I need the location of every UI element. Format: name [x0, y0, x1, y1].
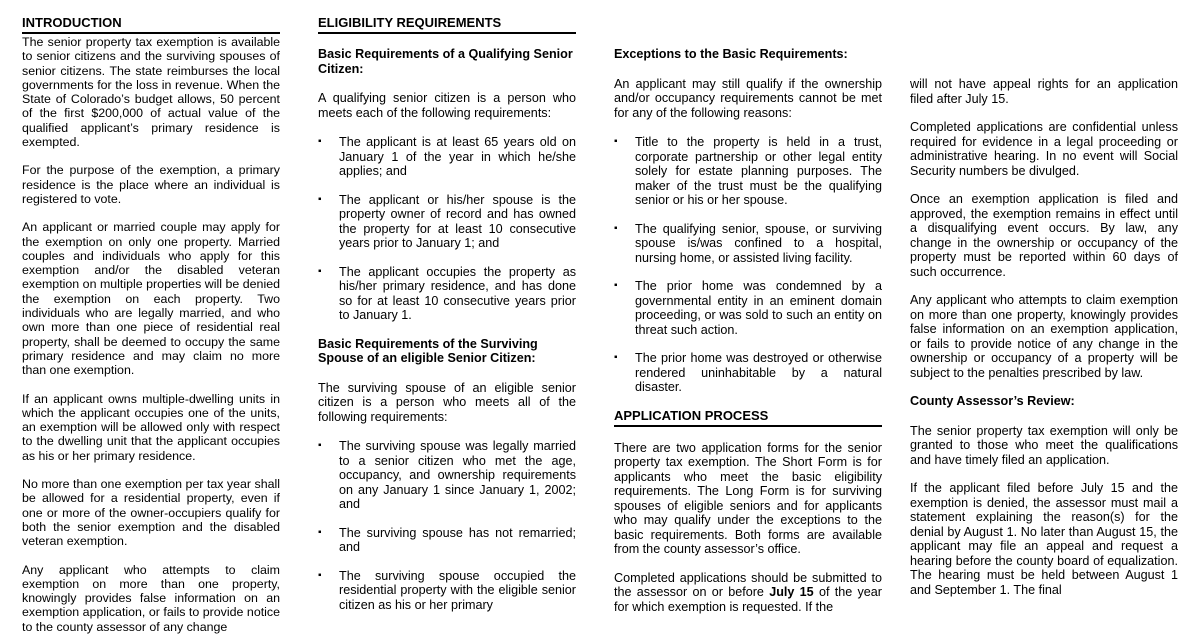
exceptions-intro: An applicant may still qualify if the ownership and/or occupancy requirements cannot be met for any of the following reasons: [614, 76, 882, 120]
intro-paragraph-6: Any applicant who attempts to claim exemption on more than one property, knowingly provides false information on an exemption application, or fails to provide notice to the county assessor of any change [22, 562, 280, 634]
intro-paragraph-5: No more than one exemption per tax year shall be allowed for a residential property, even if one or more of the owner-occupiers qualify for both the senior exemption and the disabled veteran exemption. [22, 477, 280, 549]
intro-paragraph-1: The senior property tax exemption is available to senior citizens and the surviving spouses of senior citizens. The state reimburses the local governments for the loss in revenue. When the State of Colorado’s budget allows, 50 percent of the first $200,000 of actual value of the qualified applicant’s primary residence is exempted. [22, 35, 280, 150]
senior-requirements-intro: A qualifying senior citizen is a person who meets each of the following requirements: [318, 91, 576, 120]
intro-paragraph-3: An applicant or married couple may apply for the exemption on only one property. Married couples and individuals who apply for this exemption and/or the disabled veteran exemption on multiple properties will be denied the exemption on each property. Two individuals who are legally married, and who own more than one piece of residential real property, shall be deemed to occupy the same primary residence and may claim no more than one exemption. [22, 220, 280, 378]
list-item: ▪ The qualifying senior, spouse, or surviving spouse is/was confined to a hospital, nursing home, or assisted living facility. [614, 222, 882, 266]
column-3 [614, 0, 882, 614]
list-item: ▪ The surviving spouse was legally married to a senior citizen who met the age, occupancy, and ownership requirements on any January 1 since January 1, 2002; and [318, 439, 576, 512]
assessor-review-subheading: County Assessor’s Review: [910, 394, 1075, 408]
application-paragraph-1: There are two application forms for the senior property tax exemption. The Short Form is for applicants who meet the basic eligibility requirements. The Long Form is for surviving spouses of eligible seniors and for applicants who may qualify under the exceptions to the basic requirements. Both forms are available from the county assessor’s office. [614, 440, 882, 556]
surviving-spouse-subheading: Basic Requirements of the Surviving Spouse of an eligible Senior Citizen: [318, 336, 538, 365]
assessor-review-paragraph-2: If the applicant filed before July 15 and the exemption is denied, the assessor must mail a statement explaining the reason(s) for the denial by August 1. No later than August 15, the applicant may file an appeal and request a hearing before the county board of equalization. The hearing must be held between August 1 and September 1. The final [910, 481, 1178, 597]
application-paragraph-2: Completed applications should be submitted to the assessor on or before July 15 of the year for which exemption is requested. If the [614, 570, 882, 614]
list-item: ▪ The surviving spouse occupied the residential property with the eligible senior citizen as his or her primary [318, 569, 576, 613]
list-item: ▪ Title to the property is held in a trust, corporate partnership or other legal entity solely for estate planning purposes. The maker of the trust must be the qualifying senior or his or her spouse. [614, 135, 882, 208]
list-item: ▪ The applicant or his/her spouse is the property owner of record and has owned the property for at least 10 consecutive years prior to January 1; and [318, 193, 576, 251]
intro-paragraph-4: If an applicant owns multiple-dwelling units in which the applicant occupies one of the units, an exemption will be allowed only with respect to the dwelling unit that the applicant occupies as his or her primary residence. [22, 391, 280, 463]
senior-requirements-list [318, 135, 576, 323]
introduction-heading: INTRODUCTION [22, 16, 280, 34]
column-2 [318, 0, 576, 612]
application-process-heading: APPLICATION PROCESS [614, 409, 882, 427]
intro-paragraph-2: For the purpose of the exemption, a primary residence is the place where an individual is registered to vote. [22, 163, 280, 206]
exemption-duration-paragraph: Once an exemption application is filed and approved, the exemption remains in effect until a disqualifying event occurs. By law, any change in the ownership or occupancy of the property must be reported within 60 days of such occurrence. [910, 192, 1178, 279]
eligibility-heading: ELIGIBILITY REQUIREMENTS [318, 16, 576, 34]
surviving-spouse-intro: The surviving spouse of an eligible senior citizen is a person who meets all of the following requirements: [318, 380, 576, 424]
list-item: ▪ The prior home was condemned by a governmental entity in an eminent domain proceeding, or was sold to such an entity on threat such action. [614, 279, 882, 337]
assessor-review-paragraph-1: The senior property tax exemption will only be granted to those who meet the qualifications and have timely filed an application. [910, 423, 1178, 467]
list-item: ▪ The applicant is at least 65 years old on January 1 of the year in which he/she applies; and [318, 135, 576, 179]
list-item: ▪ The prior home was destroyed or otherwise rendered uninhabitable by a natural disaster. [614, 351, 882, 395]
exceptions-list [614, 135, 882, 395]
list-item: ▪ The surviving spouse has not remarried; and [318, 526, 576, 555]
penalties-paragraph: Any applicant who attempts to claim exemption on more than one property, knowingly provides false information on an exemption application, or fails to provide notice of any change in the ownership or occupancy of a property will be subject to the penalties prescribed by law. [910, 293, 1178, 380]
deadline-date: July 15 [769, 585, 814, 599]
surviving-spouse-list [318, 439, 576, 612]
column-1 [22, 0, 280, 634]
confidentiality-paragraph: Completed applications are confidential unless required for evidence in a legal proceeding or administrative hearing. In no event will Social Security numbers be divulged. [910, 120, 1178, 178]
appeal-rights-paragraph: will not have appeal rights for an application filed after July 15. [910, 77, 1178, 106]
column-4 [910, 0, 1178, 597]
senior-requirements-subheading: Basic Requirements of a Qualifying Senior Citizen: [318, 47, 573, 76]
list-item: ▪ The applicant occupies the property as his/her primary residence, and has done so for at least 10 consecutive years prior to January 1. [318, 265, 576, 323]
exceptions-subheading: Exceptions to the Basic Requirements: [614, 47, 848, 61]
